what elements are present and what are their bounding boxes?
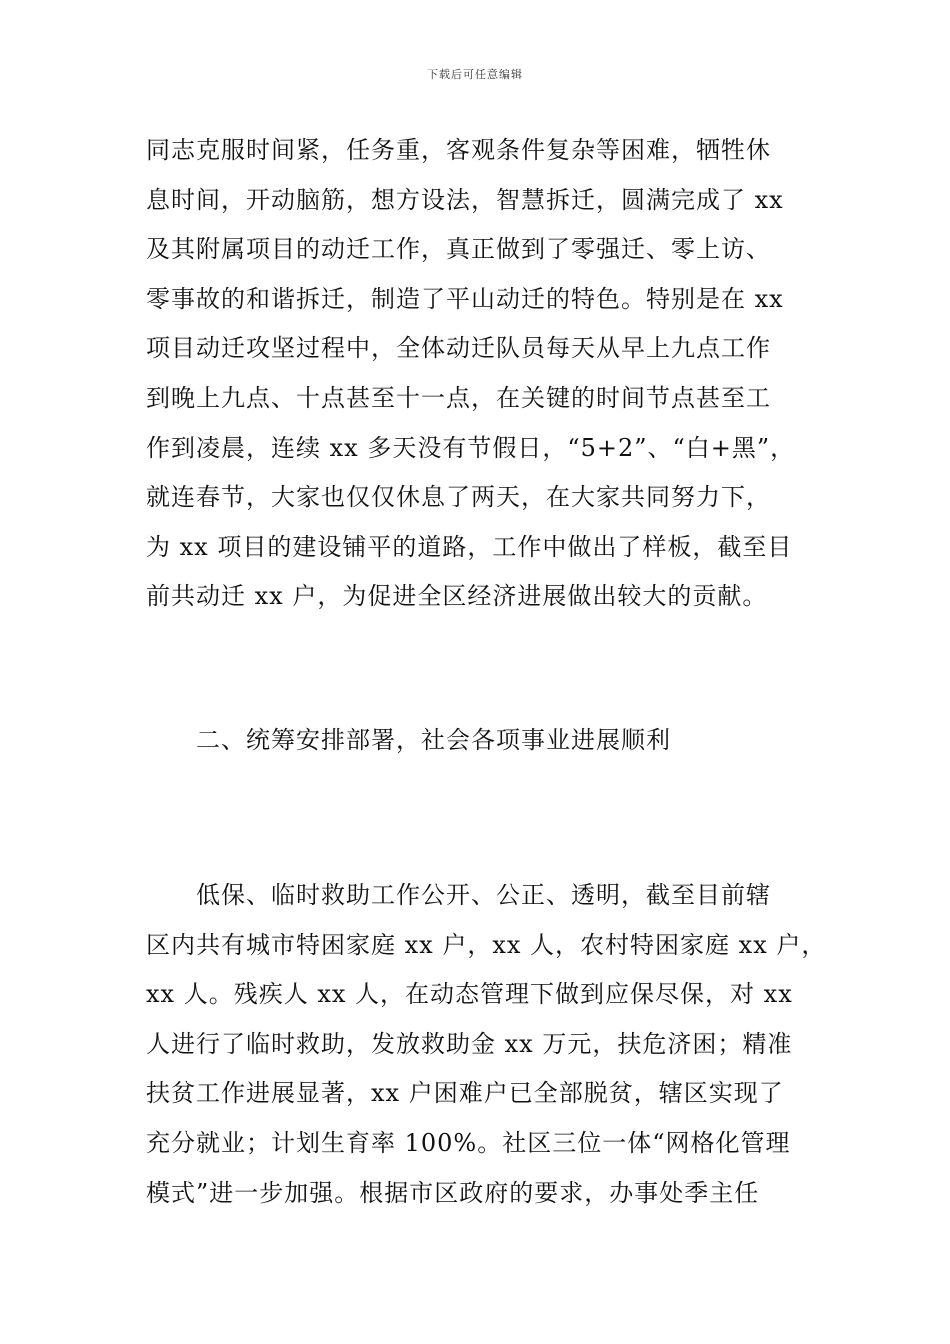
paragraph-line: 低保、临时救助工作公开、公正、透明，截至目前辖 [146,881,771,909]
paragraph-line: 前共动迁 xx 户，为促进全区经济进展做出较大的贡献。 [146,582,768,611]
paragraph-line: 区内共有城市特困家庭 xx 户，xx 人，农村特困家庭 xx 户， [146,930,827,959]
paragraph-line: 为 xx 项目的建设铺平的道路，工作中做出了样板，截至目 [146,532,793,561]
page-header: 下载后可任意编辑 [427,68,523,81]
paragraph-line: 项目动迁攻坚过程中，全体动迁队员每天从早上九点工作 [146,334,771,363]
paragraph-line: 息时间，开动脑筋，想方设法，智慧拆迁，圆满完成了 xx [146,185,784,214]
paragraph-line: 同志克服时间紧，任务重，客观条件复杂等困难，牺牲休 [146,136,771,164]
paragraph-1 [146,126,818,622]
paragraph-line: 零事故的和谐拆迁，制造了平山动迁的特色。特别是在 xx [146,284,784,313]
paragraph-2 [146,871,827,1218]
section-heading: 二、统筹安排部署，社会各项事业进展顺利 [196,726,671,754]
paragraph-line: 作到凌晨，连续 xx 多天没有节假日，“5+2”、“白+黑”， [146,433,796,462]
paragraph-line: 模式”进一步加强。根据市区政府的要求，办事处季主任 [146,1178,760,1207]
paragraph-line: xx 人。残疾人 xx 人，在动态管理下做到应保尽保，对 xx [146,980,793,1009]
paragraph-line: 到晚上九点、十点甚至十一点，在关键的时间节点甚至工 [146,383,771,412]
paragraph-line: 及其附属项目的动迁工作，真正做到了零强迁、零上访、 [146,235,771,264]
paragraph-line: 扶贫工作进展显著，xx 户困难户已全部脱贫，辖区实现了 [146,1079,784,1108]
paragraph-line: 充分就业；计划生育率 100%。社区三位一体“网格化管理 [146,1128,791,1157]
paragraph-line: 人进行了临时救助，发放救助金 xx 万元，扶危济困；精准 [146,1029,793,1058]
paragraph-line: 就连春节，大家也仅仅休息了两天，在大家共同努力下， [146,483,771,512]
